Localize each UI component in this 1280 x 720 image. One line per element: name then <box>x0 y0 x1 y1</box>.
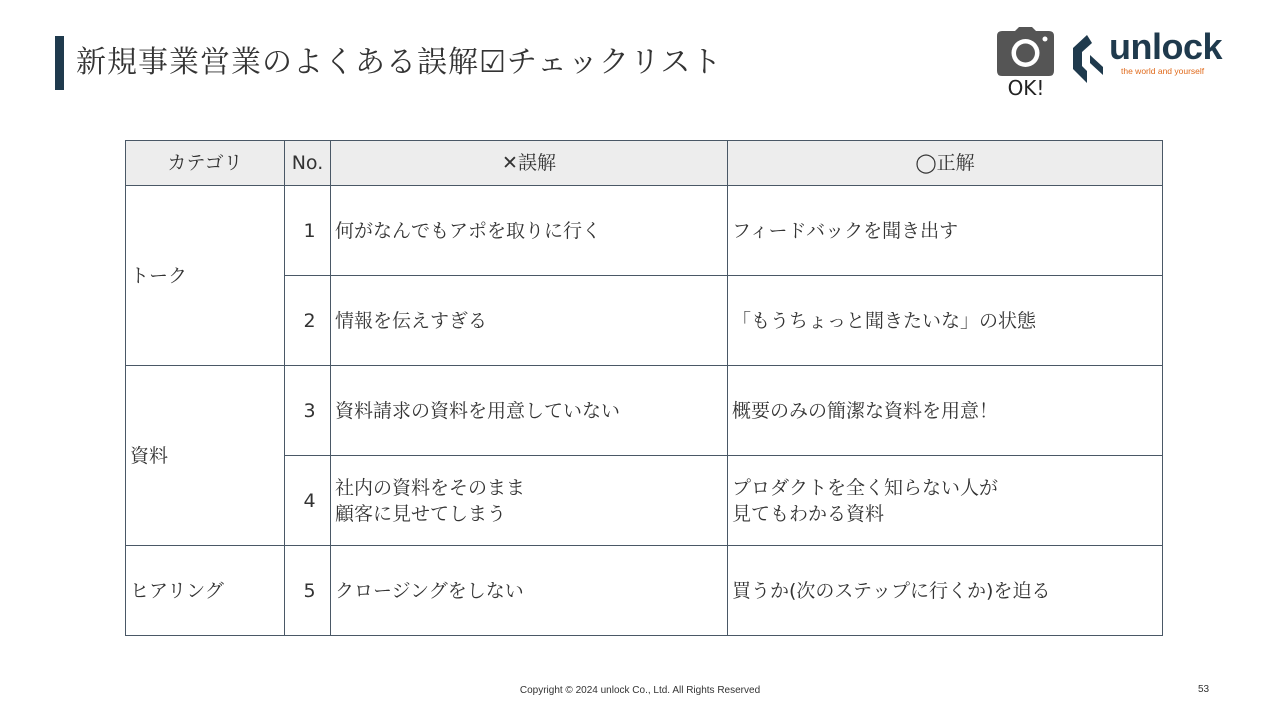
row-number: 4 <box>285 456 331 546</box>
ok-label: OK! <box>1007 76 1045 100</box>
misconception-cell: 資料請求の資料を用意していない <box>331 366 728 456</box>
correct-cell: 買うか(次のステップに行くか)を迫る <box>728 546 1163 636</box>
title-accent-bar <box>55 36 64 90</box>
camera-icon <box>997 27 1054 76</box>
table-row <box>126 186 1163 276</box>
header-category: カテゴリ <box>126 141 285 186</box>
table-row <box>126 366 1163 456</box>
unlock-logo-icon <box>1070 35 1104 83</box>
row-number: 1 <box>285 186 331 276</box>
row-number: 2 <box>285 276 331 366</box>
correct-cell: 「もうちょっと聞きたいな」の状態 <box>728 276 1163 366</box>
header-correct: ◯正解 <box>728 141 1163 186</box>
category-cell: ヒアリング <box>126 546 285 636</box>
correct-cell: フィードバックを聞き出す <box>728 186 1163 276</box>
misconception-checklist-table <box>125 140 1163 636</box>
copyright-text: Copyright © 2024 unlock Co., Ltd. All Rights Reserved <box>519 685 761 696</box>
table-header-row <box>126 141 1163 186</box>
header-no: No. <box>285 141 331 186</box>
category-cell: 資料 <box>126 366 285 546</box>
row-number: 5 <box>285 546 331 636</box>
category-cell: トーク <box>126 186 285 366</box>
slide-title: 新規事業営業のよくある誤解☑チェックリスト <box>76 45 723 80</box>
misconception-cell: 社内の資料をそのまま 顧客に見せてしまう <box>331 456 728 546</box>
table-row <box>126 546 1163 636</box>
row-number: 3 <box>285 366 331 456</box>
correct-cell: 概要のみの簡潔な資料を用意！ <box>728 366 1163 456</box>
correct-cell: プロダクトを全く知らない人が 見てもわかる資料 <box>728 456 1163 546</box>
misconception-cell: クロージングをしない <box>331 546 728 636</box>
header-misconception: ✕誤解 <box>331 141 728 186</box>
misconception-cell: 何がなんでもアポを取りに行く <box>331 186 728 276</box>
brand-tagline: the world and yourself <box>1121 66 1205 76</box>
brand-name: unlock <box>1109 26 1223 67</box>
page-number: 53 <box>1198 684 1210 695</box>
misconception-cell: 情報を伝えすぎる <box>331 276 728 366</box>
